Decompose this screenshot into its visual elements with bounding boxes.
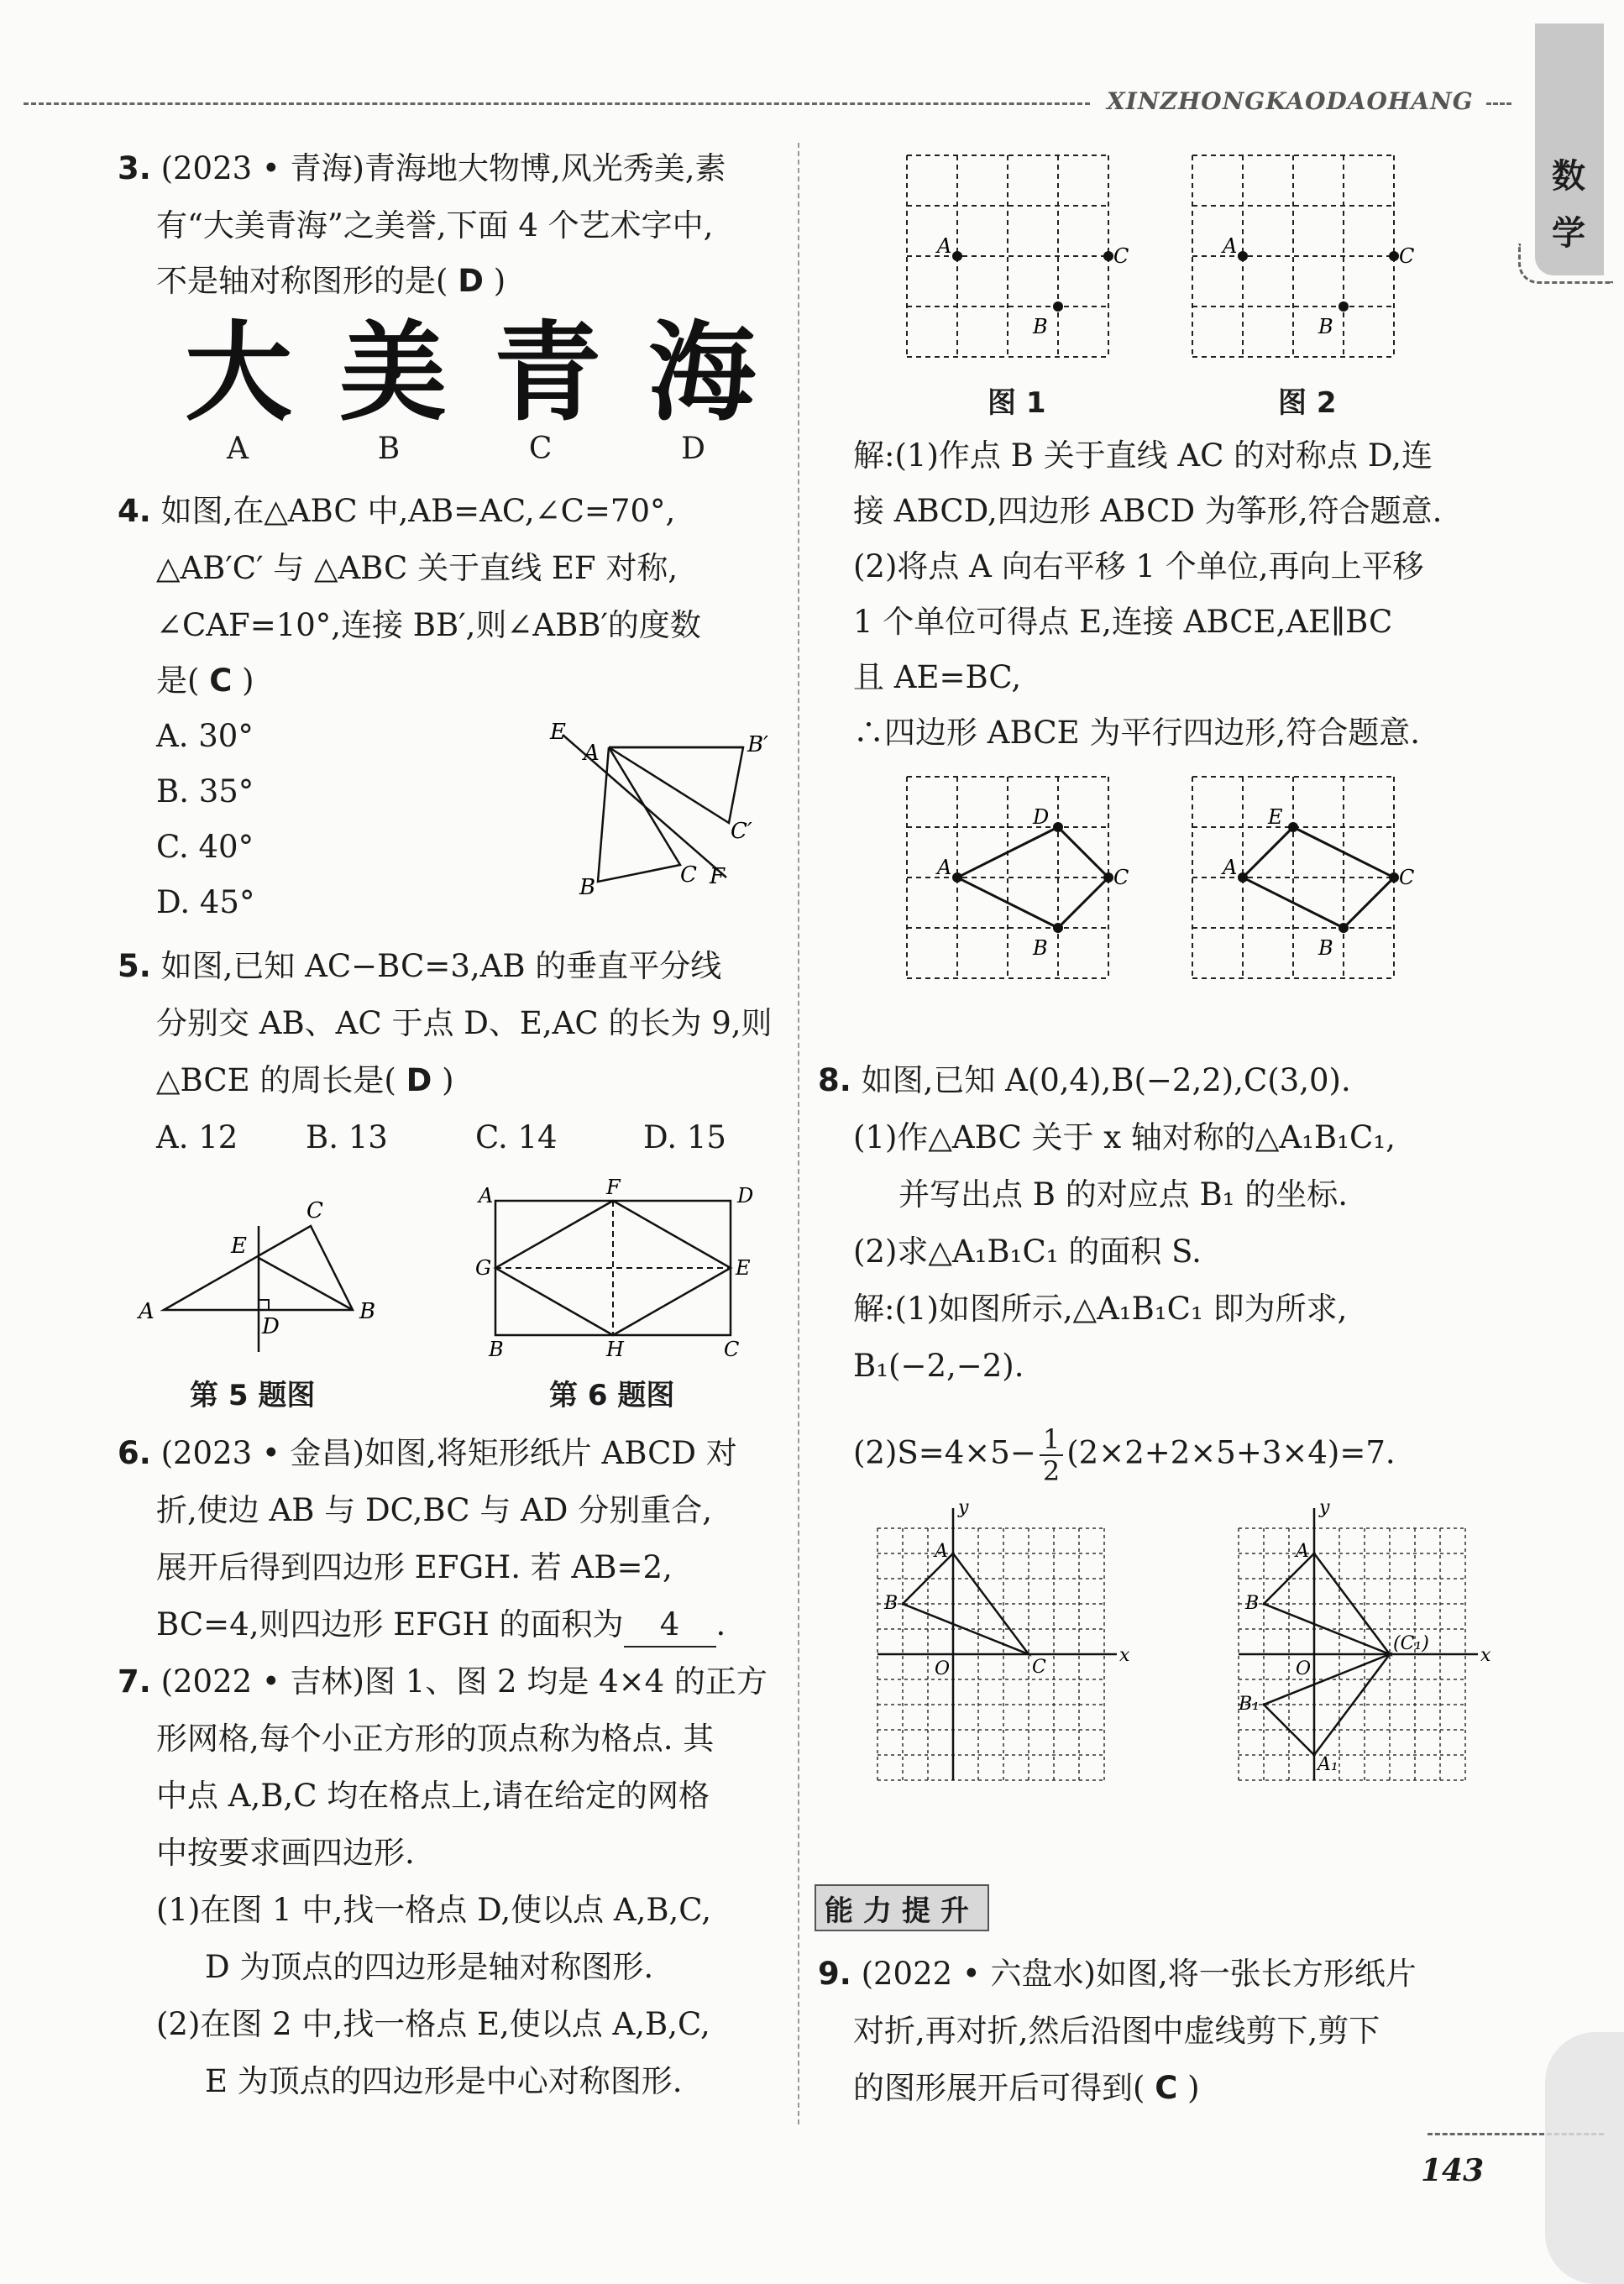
q6-label-d: D bbox=[737, 1184, 754, 1207]
q4-label-b: B bbox=[579, 875, 596, 900]
q8-graph-1 bbox=[827, 1495, 1129, 1805]
q8-graph-2 bbox=[1188, 1495, 1490, 1805]
q5-number: 5. bbox=[118, 948, 151, 984]
q7-sol1: 解:(1)作点 B 关于直线 AC 的对称点 D,连 bbox=[853, 437, 1433, 474]
q4-option-c: C. 40° bbox=[156, 829, 254, 865]
q7-solution-grid2 bbox=[1184, 768, 1419, 995]
q6-label-h: H bbox=[606, 1338, 624, 1361]
q3-label-c: C bbox=[528, 432, 553, 466]
q7-line4 bbox=[156, 1832, 415, 1874]
q7-line1 bbox=[118, 1661, 767, 1703]
subject-tab-char-1: 数 bbox=[1552, 157, 1585, 196]
tab-dashed-border bbox=[1518, 244, 1613, 284]
q3-text2: 有“大美青海”之美誉,下面 4 个艺术字中, bbox=[156, 207, 714, 244]
q9-text3: 的图形展开后可得到( bbox=[853, 2070, 1145, 2106]
q4-option-b: B. 35° bbox=[156, 773, 254, 809]
art-char-d: 海 bbox=[647, 311, 756, 436]
q6-label-c: C bbox=[724, 1338, 740, 1361]
q5-figure bbox=[126, 1192, 395, 1360]
q8-frac-den: 2 bbox=[1042, 1455, 1061, 1487]
q5-label-b: B bbox=[359, 1299, 376, 1324]
q6-line3 bbox=[156, 1547, 673, 1589]
q5-option-b: B. 13 bbox=[306, 1119, 388, 1155]
q3-label-d: D bbox=[681, 432, 705, 466]
q6-line1 bbox=[118, 1433, 737, 1475]
q4-number: 4. bbox=[118, 493, 151, 529]
q5-option-c: C. 14 bbox=[475, 1119, 558, 1155]
grid1-label-b: B bbox=[1033, 315, 1048, 338]
q6-text4: BC=4,则四边形 EFGH 的面积为 bbox=[156, 1606, 624, 1642]
q3-line3 bbox=[156, 260, 506, 302]
q4-line3 bbox=[156, 605, 701, 647]
q3-label-b: B bbox=[377, 432, 401, 466]
q3-label-a: A bbox=[227, 432, 249, 466]
q6-label-g: G bbox=[475, 1256, 492, 1280]
q8-sol2: B₁(−2,−2). bbox=[853, 1348, 1024, 1384]
q7-sol3: (2)将点 A 向右平移 1 个单位,再向上平移 bbox=[853, 548, 1424, 584]
q6-text1: (2023 • 金昌)如图,将矩形纸片 ABCD 对 bbox=[160, 1435, 737, 1471]
q8-number: 8. bbox=[818, 1062, 851, 1098]
sol-grid1-label-d: D bbox=[1033, 805, 1050, 829]
label-c1: (C₁) bbox=[1393, 1633, 1429, 1654]
section-title-box bbox=[815, 1884, 989, 1931]
q5-label-a: A bbox=[139, 1299, 155, 1324]
q3-text3: 不是轴对称图形的是( bbox=[156, 263, 448, 299]
q7-text2: 形网格,每个小正方形的顶点称为格点. 其 bbox=[156, 1721, 715, 1757]
subject-tab bbox=[1535, 24, 1604, 275]
q9-number: 9. bbox=[818, 1956, 851, 1992]
q4-text2: △AB′C′ 与 △ABC 关于直线 EF 对称, bbox=[156, 550, 678, 586]
q8-sol3-part1: (2)S=4×5− bbox=[853, 1434, 1036, 1471]
x-axis-label: x bbox=[1480, 1645, 1490, 1666]
sol-grid1-label-c: C bbox=[1113, 866, 1129, 889]
q7-part2a: (2)在图 2 中,找一格点 E,使以点 A,B,C, bbox=[156, 2006, 710, 2042]
q5-caption: 第 5 题图 bbox=[190, 1379, 316, 1412]
q5-text2: 分别交 AB、AC 于点 D、E,AC 的长为 9,则 bbox=[156, 1005, 773, 1041]
q8-sol1: 解:(1)如图所示,△A₁B₁C₁ 即为所求, bbox=[853, 1291, 1348, 1327]
q6-end: . bbox=[715, 1606, 726, 1642]
q4-text1: 如图,在△ABC 中,AB=AC,∠C=70°, bbox=[160, 493, 676, 529]
q6-text3: 展开后得到四边形 EFGH. 若 AB=2, bbox=[156, 1549, 673, 1585]
q5-close: ) bbox=[442, 1062, 454, 1098]
q4-option-d: D. 45° bbox=[156, 884, 255, 920]
q6-label-b: B bbox=[489, 1338, 504, 1361]
q7-sol4: 1 个单位可得点 E,连接 ABCE,AE∥BC bbox=[853, 604, 1393, 640]
q8-text1: 如图,已知 A(0,4),B(−2,2),C(3,0). bbox=[861, 1062, 1351, 1098]
q4-close: ) bbox=[242, 663, 254, 699]
grid1-label-c: C bbox=[1113, 244, 1129, 268]
q4-line2 bbox=[156, 547, 678, 589]
q8-sol3-part2: (2×2+2×5+3×4)=7. bbox=[1066, 1434, 1396, 1471]
q4-label-b1: B′ bbox=[747, 732, 769, 757]
q6-label-f: F bbox=[606, 1176, 621, 1199]
q3-close: ) bbox=[493, 263, 506, 299]
header-dash-right bbox=[1486, 102, 1511, 105]
origin-label: O bbox=[935, 1658, 951, 1679]
q4-label-f: F bbox=[710, 864, 726, 889]
label-b: B bbox=[1245, 1593, 1260, 1614]
q9-line1 bbox=[818, 1953, 1417, 1995]
column-divider bbox=[798, 143, 799, 2124]
q7-sol6: ∴四边形 ABCE 为平行四边形,符合题意. bbox=[853, 715, 1420, 751]
header-title: XINZHONGKAODAOHANG bbox=[1107, 87, 1474, 115]
q7-part2b: E 为顶点的四边形是中心对称图形. bbox=[205, 2063, 683, 2099]
q5-line3 bbox=[156, 1060, 454, 1102]
q6-figure bbox=[470, 1176, 773, 1369]
art-char-a: 大 bbox=[185, 311, 293, 436]
origin-label: O bbox=[1296, 1658, 1312, 1679]
q7-text3: 中点 A,B,C 均在格点上,请在给定的网格 bbox=[156, 1778, 710, 1814]
q3-answer: D bbox=[458, 263, 484, 299]
grid2-label-b: B bbox=[1318, 315, 1333, 338]
q3-art-chars bbox=[185, 311, 756, 436]
q8-sol3 bbox=[853, 1424, 1396, 1486]
q5-option-d: D. 15 bbox=[643, 1119, 726, 1155]
q5-label-c: C bbox=[306, 1198, 323, 1223]
art-char-c: 青 bbox=[493, 311, 601, 436]
q7-text4: 中按要求画四边形. bbox=[156, 1835, 415, 1871]
q9-text1: (2022 • 六盘水)如图,将一张长方形纸片 bbox=[861, 1956, 1417, 1992]
q3-line1 bbox=[118, 148, 726, 190]
sol-grid2-label-a: A bbox=[1223, 856, 1238, 879]
section-title: 能力提升 bbox=[825, 1894, 979, 1928]
q3-number: 3. bbox=[118, 150, 151, 186]
q8-fraction bbox=[1040, 1424, 1063, 1486]
q7-part1a: (1)在图 1 中,找一格点 D,使以点 A,B,C, bbox=[156, 1892, 712, 1928]
y-axis-label: y bbox=[1319, 1497, 1330, 1518]
q6-label-e: E bbox=[736, 1256, 751, 1280]
q4-text3: ∠CAF=10°,连接 BB′,则∠ABB′的度数 bbox=[156, 607, 701, 643]
subject-tab-char-2: 学 bbox=[1552, 214, 1585, 253]
q8-line3: 并写出点 B 的对应点 B₁ 的坐标. bbox=[898, 1176, 1349, 1213]
label-a: A bbox=[1296, 1541, 1309, 1562]
grid2-label-a: A bbox=[1223, 234, 1238, 258]
q7-fig1-caption: 图 1 bbox=[987, 386, 1046, 420]
label-a1: A₁ bbox=[1318, 1754, 1338, 1775]
q5-text3: △BCE 的周长是( bbox=[156, 1062, 396, 1098]
art-char-b: 美 bbox=[338, 311, 447, 436]
q8-line4: (2)求△A₁B₁C₁ 的面积 S. bbox=[853, 1234, 1202, 1270]
q5-answer: D bbox=[406, 1062, 432, 1098]
grid1-label-a: A bbox=[937, 234, 952, 258]
q5-line2 bbox=[156, 1003, 773, 1045]
y-axis-label: y bbox=[958, 1497, 969, 1518]
q6-text2: 折,使边 AB 与 DC,BC 与 AD 分别重合, bbox=[156, 1492, 712, 1528]
q7-grid-fig2 bbox=[1184, 147, 1419, 374]
q9-line2: 对折,再对折,然后沿图中虚线剪下,剪下 bbox=[853, 2013, 1380, 2049]
sol-grid2-label-b: B bbox=[1318, 936, 1333, 960]
q7-sol2: 接 ABCD,四边形 ABCD 为筝形,符合题意. bbox=[853, 493, 1443, 529]
q6-line2 bbox=[156, 1490, 712, 1532]
triangle-ab1c1 bbox=[609, 747, 743, 823]
x-axis-label: x bbox=[1119, 1645, 1129, 1666]
q6-answer: 4 bbox=[659, 1606, 680, 1642]
q4-line1 bbox=[118, 490, 675, 532]
q8-frac-num: 1 bbox=[1040, 1424, 1063, 1456]
q7-line3 bbox=[156, 1775, 710, 1817]
q3-option-labels bbox=[227, 432, 705, 466]
q6-line4 bbox=[156, 1604, 726, 1648]
q7-sol5: 且 AE=BC, bbox=[853, 659, 1022, 695]
q9-line3 bbox=[853, 2067, 1200, 2109]
q4-label-c1: C′ bbox=[731, 819, 752, 844]
q4-label-c: C bbox=[680, 862, 697, 888]
q4-label-e: E bbox=[550, 720, 566, 745]
q3-line2 bbox=[156, 205, 713, 247]
q5-text1: 如图,已知 AC−BC=3,AB 的垂直平分线 bbox=[160, 948, 722, 984]
label-b1: B₁ bbox=[1239, 1694, 1260, 1715]
q5-label-e: E bbox=[231, 1234, 247, 1259]
sol-grid2-label-c: C bbox=[1399, 866, 1415, 889]
q5-line1 bbox=[118, 946, 721, 987]
grid2-label-c: C bbox=[1399, 244, 1415, 268]
decorative-leaf-shape bbox=[1545, 2032, 1624, 2284]
q6-caption: 第 6 题图 bbox=[549, 1379, 675, 1412]
q9-close: ) bbox=[1187, 2070, 1200, 2106]
sol-grid1-label-a: A bbox=[937, 856, 952, 879]
q4-option-a: A. 30° bbox=[156, 718, 254, 754]
q6-answer-blank bbox=[624, 1604, 716, 1648]
q8-line1 bbox=[818, 1060, 1351, 1102]
q5-option-a: A. 12 bbox=[156, 1119, 238, 1155]
q6-number: 6. bbox=[118, 1435, 151, 1471]
q8-line2: (1)作△ABC 关于 x 轴对称的△A₁B₁C₁, bbox=[853, 1119, 1396, 1155]
header-dashed-line bbox=[24, 102, 1090, 105]
page-number: 143 bbox=[1421, 2153, 1485, 2188]
q7-part1b: D 为顶点的四边形是轴对称图形. bbox=[205, 1949, 654, 1985]
q7-solution-grid1 bbox=[898, 768, 1134, 995]
q7-number: 7. bbox=[118, 1663, 151, 1700]
label-c: C bbox=[1032, 1657, 1046, 1678]
sol-grid1-label-b: B bbox=[1033, 936, 1048, 960]
q9-answer: C bbox=[1155, 2070, 1178, 2106]
q3-text1: (2023 • 青海)青海地大物博,风光秀美,素 bbox=[160, 150, 726, 186]
q7-fig2-caption: 图 2 bbox=[1278, 386, 1337, 420]
q4-answer: C bbox=[209, 663, 233, 699]
sol-grid2-label-e: E bbox=[1268, 805, 1283, 829]
q7-text1: (2022 • 吉林)图 1、图 2 均是 4×4 的正方 bbox=[160, 1663, 767, 1700]
q4-line4 bbox=[156, 660, 254, 702]
q6-label-a: A bbox=[479, 1184, 494, 1207]
q4-label-a: A bbox=[584, 741, 600, 766]
right-angle-mark bbox=[259, 1300, 269, 1310]
q7-grid-fig1 bbox=[898, 147, 1134, 374]
q4-text4: 是( bbox=[156, 663, 200, 699]
q7-line2 bbox=[156, 1718, 714, 1760]
label-b: B bbox=[884, 1593, 898, 1614]
q4-figure bbox=[546, 705, 789, 907]
label-a: A bbox=[935, 1541, 948, 1562]
q5-label-d: D bbox=[262, 1314, 280, 1339]
